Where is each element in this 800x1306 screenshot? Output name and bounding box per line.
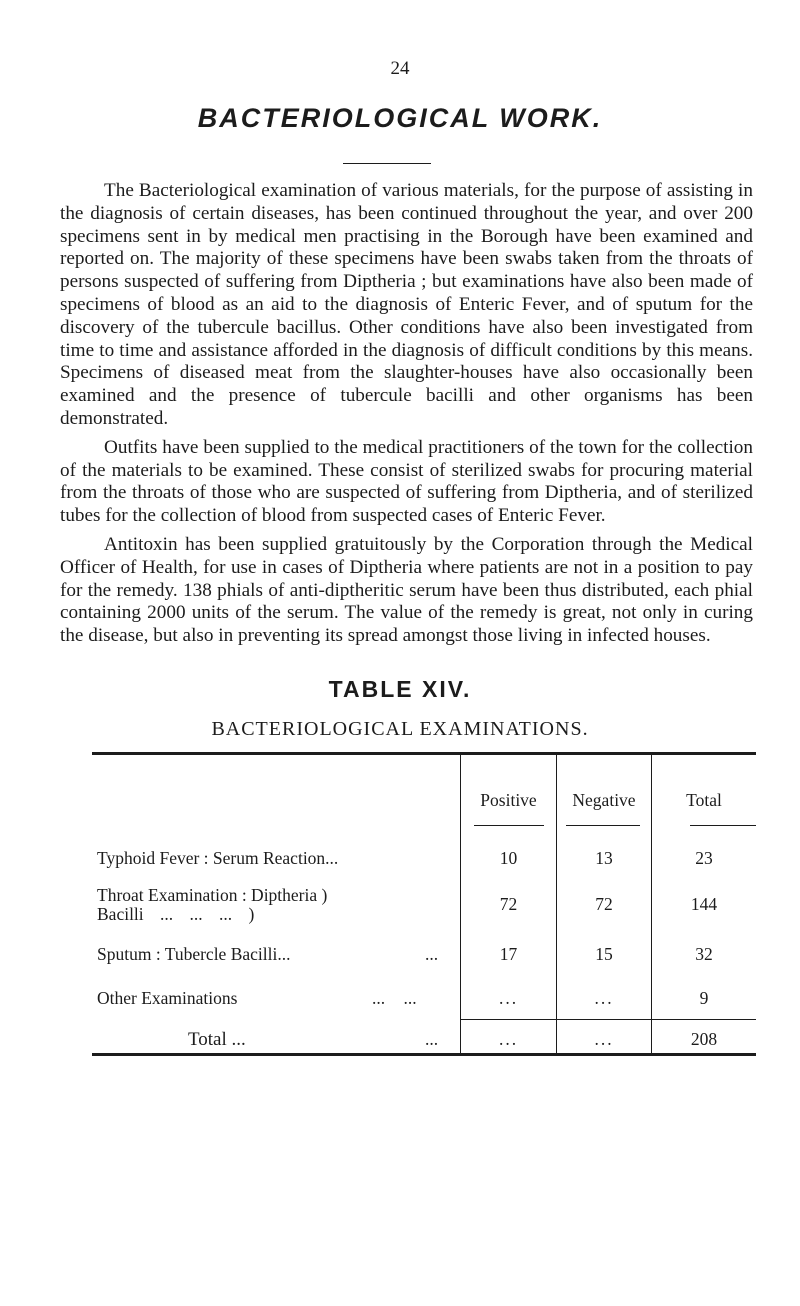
row-sputum-leader-dots: ... (425, 944, 439, 964)
paragraph-bacteriological-examination: The Bacteriological examination of various materials, for the purpose of assisting in the diagnosis of certain diseases, has been continued throughout the year, and over 200 specimens sent in by medical men practising in the Borough have been examined and reported on. The majority of these specimens have been swabs taken from the throats of persons suspected of suffering from Diptheria ; but examinations have also been made of specimens of blood as an aid to the diagnosis of Enteric Fever, and of sputum for the discovery of the tubercule bacillus. Other conditions have also been investigated from time to time and assistance afforded in the diagnosis of difficult conditions by this means. Specimens of diseased meat from the slaughter-houses have also occasionally been examined and the presence of tubercule bacilli and other organisms has been demonstrated. (60, 180, 753, 429)
row-other-leader-dots: ... ... (372, 988, 417, 1008)
row-throat-total: 144 (690, 894, 718, 914)
paragraph-antitoxin: Antitoxin has been supplied gratuitously by the Corporation through the Medical Officer of Health, for use in cases of Diptheria where patients are not in a position to pay for the remedy. 138 phials of anti-diptheritic serum have been thus distributed, each phial containing 2000 units of the serum. The value of the remedy is great, not only in curing the disease, but also in preventing its spread amongst those living in infected houses. (60, 533, 753, 647)
header-rule-negative (566, 825, 640, 826)
row-label-other: Other Examinations (97, 988, 238, 1008)
row-label-typhoid: Typhoid Fever : Serum Reaction... (97, 848, 339, 868)
row-label-throat-line2: Bacilli ... ... ... ) (97, 904, 255, 924)
row-typhoid-negative: 13 (595, 848, 613, 868)
row-typhoid-positive: 10 (499, 848, 518, 868)
header-negative: Negative (572, 790, 636, 810)
paragraph-outfits: Outfits have been supplied to the medical practitioners of the town for the collection of the materials to be examined. These consist of sterilized swabs for procuring material from the throats of those who are suspected of suffering from Diptheria, and of sterilized tubes for the collection of blood from suspected cases of Enteric Fever. (60, 436, 753, 527)
table-title: TABLE XIV. (328, 676, 472, 702)
row-total-negative: ... (594, 1029, 614, 1049)
row-other-positive: ... (498, 988, 519, 1008)
table-subtitle: BACTERIOLOGICAL EXAMINATIONS. (211, 718, 589, 740)
row-sputum-positive: 17 (499, 944, 518, 964)
row-other-total: 9 (699, 988, 709, 1008)
row-sputum-negative: 15 (595, 944, 613, 964)
heading-divider (343, 163, 431, 164)
header-rule-positive (474, 825, 544, 826)
row-throat-negative: 72 (595, 894, 613, 914)
row-total-leader-dots: ... (425, 1029, 439, 1049)
row-other-negative: ... (594, 988, 614, 1008)
table-top-border (92, 752, 756, 755)
page-number: 24 (390, 58, 410, 79)
row-typhoid-total: 23 (695, 848, 713, 868)
row-label-throat-line1: Throat Examination : Diptheria ) (97, 885, 328, 905)
row-throat-positive: 72 (499, 894, 518, 914)
row-sputum-total: 32 (695, 944, 713, 964)
totals-rule (460, 1019, 756, 1020)
header-positive: Positive (480, 790, 537, 810)
table-bottom-border (92, 1053, 756, 1056)
header-total: Total (686, 790, 722, 810)
row-label-total: Total ... (188, 1029, 246, 1050)
section-heading: BACTERIOLOGICAL WORK. (197, 103, 603, 133)
header-rule-total (690, 825, 756, 826)
row-label-sputum: Sputum : Tubercle Bacilli... (97, 944, 291, 964)
row-total-total: 208 (690, 1029, 718, 1049)
row-total-positive: ... (498, 1029, 519, 1049)
body-text (60, 180, 753, 648)
